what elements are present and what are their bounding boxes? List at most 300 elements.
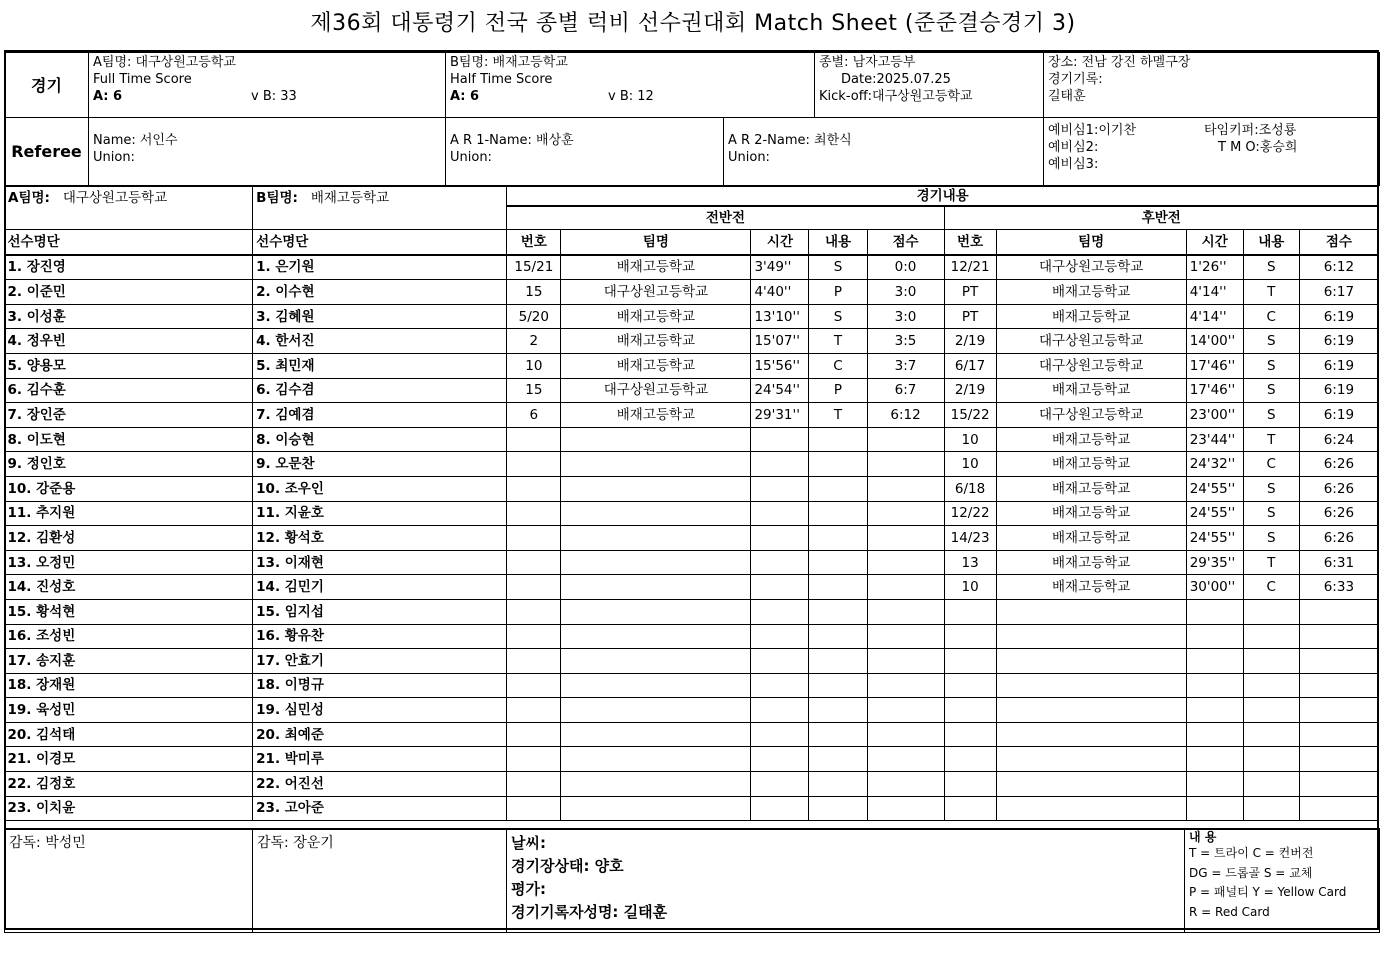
second-half-event-score <box>1299 796 1378 821</box>
first-half-event-number <box>507 550 561 575</box>
team-a-player: 17. 송지훈 <box>5 649 253 674</box>
first-half-event-team <box>561 772 751 797</box>
first-half-event-team <box>561 427 751 452</box>
team-a-player: 21. 이경모 <box>5 747 253 772</box>
second-half-event-number: 15/22 <box>944 403 996 428</box>
first-half-event-number <box>507 747 561 772</box>
second-half-event-number <box>944 747 996 772</box>
first-half-event-time <box>751 501 809 526</box>
second-half-event-team <box>996 599 1186 624</box>
date-line: Date:2025.07.25 <box>841 72 951 87</box>
second-half-event-type: T <box>1243 280 1299 305</box>
team-b-player: 20. 최예준 <box>253 722 507 747</box>
team-b-player: 4. 한서진 <box>253 329 507 354</box>
first-half-event-number <box>507 673 561 698</box>
first-half-event-team: 대구상원고등학교 <box>561 280 751 305</box>
team-a-player: 7. 장인준 <box>5 403 253 428</box>
reserve-1: 예비심1:이기찬 <box>1048 123 1136 138</box>
first-half-event-type <box>809 452 867 477</box>
second-half-event-score <box>1299 673 1378 698</box>
second-half-event-score: 6:17 <box>1299 280 1378 305</box>
first-half-event-score <box>867 649 944 674</box>
second-half-event-number <box>944 649 996 674</box>
first-half-col-header: 번호 <box>507 230 561 255</box>
second-half-event-type: C <box>1243 452 1299 477</box>
second-half-event-number: 6/18 <box>944 476 996 501</box>
second-half-event-team: 배재고등학교 <box>996 526 1186 551</box>
second-half-event-time: 24'55'' <box>1186 501 1243 526</box>
first-half-event-team <box>561 599 751 624</box>
first-half-event-team <box>561 796 751 821</box>
first-half-event-team: 배재고등학교 <box>561 255 751 280</box>
second-half-event-number: 13 <box>944 550 996 575</box>
second-half-event-number <box>944 796 996 821</box>
second-half-event-team: 배재고등학교 <box>996 378 1186 403</box>
second-half-event-score: 6:19 <box>1299 378 1378 403</box>
second-half-event-time <box>1186 624 1243 649</box>
second-half-event-time: 29'35'' <box>1186 550 1243 575</box>
first-half-event-number <box>507 649 561 674</box>
first-half-event-number <box>507 526 561 551</box>
team-b-player: 5. 최민재 <box>253 353 507 378</box>
first-half-event-team <box>561 452 751 477</box>
second-half-event-score <box>1299 747 1378 772</box>
first-half-event-team <box>561 476 751 501</box>
first-half-event-time <box>751 796 809 821</box>
second-half-event-number <box>944 624 996 649</box>
team-b-player: 6. 김수겸 <box>253 378 507 403</box>
second-half-event-type: S <box>1243 526 1299 551</box>
second-half-event-time: 1'26'' <box>1186 255 1243 280</box>
first-half-event-type <box>809 476 867 501</box>
second-half-event-team: 배재고등학교 <box>996 476 1186 501</box>
first-half-event-type <box>809 624 867 649</box>
first-half-event-time <box>751 427 809 452</box>
legend-item: P = 패널티 Y = Yellow Card <box>1189 885 1347 899</box>
roster-events-table <box>4 186 1379 821</box>
first-half-event-time <box>751 550 809 575</box>
coach-b: 감독: 장운기 <box>253 829 507 933</box>
table-row <box>5 353 1379 378</box>
first-half-event-type <box>809 698 867 723</box>
table-row <box>5 747 1379 772</box>
recorder-name: 길태훈 <box>1048 89 1086 104</box>
second-half-event-score <box>1299 772 1378 797</box>
team-b-player: 22. 어진선 <box>253 772 507 797</box>
second-half-event-time <box>1186 796 1243 821</box>
second-half-event-time <box>1186 599 1243 624</box>
second-half-event-score <box>1299 624 1378 649</box>
first-half-event-number <box>507 501 561 526</box>
first-half-event-type <box>809 649 867 674</box>
first-half-event-time <box>751 526 809 551</box>
kickoff-line: Kick-off:대구상원고등학교 <box>819 89 973 104</box>
first-half-event-team <box>561 698 751 723</box>
referee-union: Union: <box>93 150 135 165</box>
team-b-player: 8. 이승현 <box>253 427 507 452</box>
referee-name: Name: 서인수 <box>93 133 178 148</box>
second-half-event-team <box>996 772 1186 797</box>
first-half-title: 전반전 <box>507 206 944 230</box>
first-half-event-time <box>751 747 809 772</box>
second-half-event-team <box>996 624 1186 649</box>
first-half-event-team <box>561 526 751 551</box>
second-half-event-time: 24'32'' <box>1186 452 1243 477</box>
team-a-player: 18. 장재원 <box>5 673 253 698</box>
table-row <box>5 280 1379 305</box>
second-half-event-time <box>1186 698 1243 723</box>
second-half-event-type: C <box>1243 304 1299 329</box>
first-half-event-score <box>867 599 944 624</box>
second-half-event-type <box>1243 599 1299 624</box>
recorder-label: 경기기록: <box>1048 72 1103 87</box>
second-half-event-time: 23'44'' <box>1186 427 1243 452</box>
second-half-event-score <box>1299 698 1378 723</box>
first-half-event-type: P <box>809 378 867 403</box>
table-row <box>5 255 1379 280</box>
first-half-event-time <box>751 649 809 674</box>
second-half-event-team: 대구상원고등학교 <box>996 403 1186 428</box>
second-half-col-header: 시간 <box>1186 230 1243 255</box>
first-half-event-team <box>561 624 751 649</box>
first-half-event-score <box>867 452 944 477</box>
first-half-event-score <box>867 772 944 797</box>
second-half-event-number: 10 <box>944 427 996 452</box>
first-half-event-number: 10 <box>507 353 561 378</box>
first-half-event-type <box>809 599 867 624</box>
first-half-event-time <box>751 599 809 624</box>
first-half-col-header: 팀명 <box>561 230 751 255</box>
team-b-info <box>446 53 815 118</box>
team-a-player: 22. 김정호 <box>5 772 253 797</box>
weather-label: 날씨: <box>511 834 546 852</box>
referee-table <box>4 117 1380 186</box>
team-a-player: 13. 오정민 <box>5 550 253 575</box>
referee-info <box>89 118 446 186</box>
game-label: 경기 <box>5 53 89 118</box>
first-half-event-score <box>867 796 944 821</box>
second-half-event-type: T <box>1243 550 1299 575</box>
coach-a: 감독: 박성민 <box>5 829 253 933</box>
second-half-event-number <box>944 698 996 723</box>
table-row <box>5 329 1379 354</box>
second-half-event-time <box>1186 772 1243 797</box>
second-half-event-type <box>1243 772 1299 797</box>
first-half-event-score <box>867 501 944 526</box>
second-half-col-header: 내용 <box>1243 230 1299 255</box>
second-half-event-number <box>944 673 996 698</box>
team-b-player: 3. 김혜원 <box>253 304 507 329</box>
first-half-event-time: 15'56'' <box>751 353 809 378</box>
events-title: 경기내용 <box>507 187 1379 207</box>
second-half-event-time <box>1186 673 1243 698</box>
first-half-event-team <box>561 575 751 600</box>
table-row <box>5 476 1379 501</box>
first-half-event-team <box>561 747 751 772</box>
first-half-event-type: C <box>809 353 867 378</box>
first-half-event-type <box>809 526 867 551</box>
first-half-event-type: T <box>809 403 867 428</box>
first-half-event-time <box>751 673 809 698</box>
second-half-event-type <box>1243 624 1299 649</box>
ar1-name: A R 1-Name: 배상훈 <box>450 133 574 148</box>
team-a-player: 23. 이치윤 <box>5 796 253 821</box>
team-b-player: 1. 은기원 <box>253 255 507 280</box>
first-half-event-time <box>751 772 809 797</box>
match-notes <box>507 829 1185 933</box>
second-half-event-time: 4'14'' <box>1186 280 1243 305</box>
team-a-player: 15. 황석현 <box>5 599 253 624</box>
team-b-player: 16. 황유찬 <box>253 624 507 649</box>
first-half-event-time: 3'49'' <box>751 255 809 280</box>
first-half-event-team: 배재고등학교 <box>561 353 751 378</box>
team-a-player: 6. 김수훈 <box>5 378 253 403</box>
first-half-event-score <box>867 624 944 649</box>
first-half-event-score <box>867 427 944 452</box>
footer-table <box>4 828 1380 933</box>
first-half-event-time: 29'31'' <box>751 403 809 428</box>
first-half-event-score: 3:0 <box>867 280 944 305</box>
team-b-player: 13. 이재현 <box>253 550 507 575</box>
table-row <box>5 649 1379 674</box>
team-b-player: 18. 이명규 <box>253 673 507 698</box>
first-half-event-type <box>809 747 867 772</box>
team-b-player: 19. 심민성 <box>253 698 507 723</box>
table-row <box>5 378 1379 403</box>
second-half-event-number: PT <box>944 280 996 305</box>
team-a-player: 19. 육성민 <box>5 698 253 723</box>
first-half-event-type <box>809 575 867 600</box>
second-half-event-team: 대구상원고등학교 <box>996 255 1186 280</box>
legend-box <box>1185 829 1380 933</box>
team-b-player: 2. 이수현 <box>253 280 507 305</box>
second-half-event-score: 6:26 <box>1299 452 1378 477</box>
second-half-event-team: 배재고등학교 <box>996 452 1186 477</box>
roster-a-header: 선수명단 <box>5 230 253 255</box>
half-score-a: A: 6 <box>450 89 480 104</box>
team-b-player: 12. 황석호 <box>253 526 507 551</box>
evaluation-label: 평가: <box>511 880 546 898</box>
second-half-event-score: 6:31 <box>1299 550 1378 575</box>
first-half-event-number: 5/20 <box>507 304 561 329</box>
second-half-event-type: S <box>1243 501 1299 526</box>
second-half-event-time: 24'55'' <box>1186 526 1243 551</box>
table-row <box>5 403 1379 428</box>
first-half-event-score <box>867 722 944 747</box>
first-half-event-score: 3:0 <box>867 304 944 329</box>
second-half-col-header: 팀명 <box>996 230 1186 255</box>
second-half-event-team <box>996 649 1186 674</box>
table-row <box>5 501 1379 526</box>
second-half-event-time: 4'14'' <box>1186 304 1243 329</box>
half-score-b: v B: 12 <box>608 89 654 104</box>
first-half-event-team <box>561 501 751 526</box>
first-half-event-type <box>809 772 867 797</box>
second-half-event-number: PT <box>944 304 996 329</box>
second-half-event-time: 14'00'' <box>1186 329 1243 354</box>
category-info <box>815 53 1044 118</box>
team-a-player: 11. 추지원 <box>5 501 253 526</box>
tmo: T M O:홍승희 <box>1218 140 1298 155</box>
second-half-event-score: 6:24 <box>1299 427 1378 452</box>
team-a-player: 14. 진성호 <box>5 575 253 600</box>
second-half-title: 후반전 <box>944 206 1378 230</box>
first-half-event-number: 2 <box>507 329 561 354</box>
first-half-event-score <box>867 526 944 551</box>
first-half-event-time <box>751 452 809 477</box>
table-row <box>5 304 1379 329</box>
team-b-line: B팀명: 배재고등학교 <box>450 55 568 70</box>
table-row <box>5 452 1379 477</box>
second-half-event-score: 6:19 <box>1299 353 1378 378</box>
first-half-event-time <box>751 575 809 600</box>
second-half-event-number: 2/19 <box>944 329 996 354</box>
second-half-event-type: S <box>1243 329 1299 354</box>
table-row <box>5 599 1379 624</box>
first-half-event-number <box>507 575 561 600</box>
table-row <box>5 427 1379 452</box>
first-half-event-number <box>507 722 561 747</box>
team-b-name: 배재고등학교 <box>310 190 390 206</box>
first-half-col-header: 시간 <box>751 230 809 255</box>
second-half-event-score: 6:19 <box>1299 304 1378 329</box>
second-half-event-number: 2/19 <box>944 378 996 403</box>
team-b-player: 17. 안효기 <box>253 649 507 674</box>
second-half-event-team: 대구상원고등학교 <box>996 329 1186 354</box>
first-half-event-number <box>507 796 561 821</box>
second-half-event-type <box>1243 722 1299 747</box>
team-a-player: 5. 양용모 <box>5 353 253 378</box>
full-score-b: v B: 33 <box>251 89 297 104</box>
team-a-info <box>89 53 446 118</box>
second-half-event-time: 17'46'' <box>1186 378 1243 403</box>
second-half-event-type: S <box>1243 403 1299 428</box>
legend-title: 내 용 <box>1189 830 1217 844</box>
table-row <box>5 673 1379 698</box>
team-a-line: A팀명: 대구상원고등학교 <box>93 55 236 70</box>
first-half-event-type <box>809 722 867 747</box>
second-half-event-score <box>1299 649 1378 674</box>
first-half-event-time <box>751 476 809 501</box>
first-half-event-number: 6 <box>507 403 561 428</box>
team-b-player: 7. 김예겸 <box>253 403 507 428</box>
second-half-event-number: 12/22 <box>944 501 996 526</box>
first-half-event-time <box>751 624 809 649</box>
second-half-col-header: 점수 <box>1299 230 1378 255</box>
second-half-event-type <box>1243 747 1299 772</box>
second-half-event-type: S <box>1243 353 1299 378</box>
team-a-player: 3. 이성훈 <box>5 304 253 329</box>
first-half-event-type: P <box>809 280 867 305</box>
second-half-event-time: 17'46'' <box>1186 353 1243 378</box>
team-a-player: 16. 조성빈 <box>5 624 253 649</box>
team-a-label: A팀명: <box>8 190 50 206</box>
second-half-event-team: 배재고등학교 <box>996 304 1186 329</box>
first-half-col-header: 내용 <box>809 230 867 255</box>
second-half-event-score: 6:26 <box>1299 476 1378 501</box>
second-half-event-score: 6:19 <box>1299 329 1378 354</box>
first-half-event-team: 대구상원고등학교 <box>561 378 751 403</box>
team-b-player: 10. 조우인 <box>253 476 507 501</box>
half-time-label: Half Time Score <box>450 72 553 87</box>
team-a-player: 4. 정우빈 <box>5 329 253 354</box>
second-half-event-number: 6/17 <box>944 353 996 378</box>
second-half-event-number <box>944 772 996 797</box>
first-half-event-number: 15 <box>507 280 561 305</box>
ar2-union: Union: <box>728 150 770 165</box>
second-half-event-score <box>1299 599 1378 624</box>
team-a-name: 대구상원고등학교 <box>62 190 168 206</box>
second-half-event-type: S <box>1243 476 1299 501</box>
table-row <box>5 796 1379 821</box>
first-half-event-time: 4'40'' <box>751 280 809 305</box>
table-row <box>5 698 1379 723</box>
first-half-event-number: 15 <box>507 378 561 403</box>
team-a-player: 20. 김석태 <box>5 722 253 747</box>
second-half-event-type: C <box>1243 575 1299 600</box>
field-status: 경기장상태: 양호 <box>511 857 624 875</box>
first-half-event-number <box>507 599 561 624</box>
second-half-event-type: S <box>1243 378 1299 403</box>
team-a-player: 12. 김환성 <box>5 526 253 551</box>
full-score-a: A: 6 <box>93 89 123 104</box>
first-half-event-score <box>867 747 944 772</box>
first-half-event-number <box>507 452 561 477</box>
team-b-player: 11. 지윤호 <box>253 501 507 526</box>
first-half-event-team <box>561 649 751 674</box>
second-half-event-number: 12/21 <box>944 255 996 280</box>
first-half-event-score: 3:7 <box>867 353 944 378</box>
reserve-officials <box>1044 118 1380 186</box>
first-half-event-score <box>867 575 944 600</box>
team-a-heading <box>5 187 253 230</box>
table-row <box>5 624 1379 649</box>
venue-info <box>1044 53 1380 118</box>
first-half-event-type: S <box>809 304 867 329</box>
second-half-event-team: 대구상원고등학교 <box>996 353 1186 378</box>
second-half-event-type <box>1243 796 1299 821</box>
second-half-event-type <box>1243 698 1299 723</box>
first-half-event-type <box>809 501 867 526</box>
second-half-event-team: 배재고등학교 <box>996 280 1186 305</box>
team-b-label: B팀명: <box>256 190 298 206</box>
second-half-event-type: S <box>1243 255 1299 280</box>
first-half-event-score: 6:12 <box>867 403 944 428</box>
second-half-event-time: 23'00'' <box>1186 403 1243 428</box>
second-half-event-time <box>1186 722 1243 747</box>
first-half-event-type: T <box>809 329 867 354</box>
first-half-event-team <box>561 673 751 698</box>
first-half-event-score: 3:5 <box>867 329 944 354</box>
table-row <box>5 772 1379 797</box>
match-info-table <box>4 52 1380 118</box>
first-half-col-header: 점수 <box>867 230 944 255</box>
second-half-event-number: 10 <box>944 452 996 477</box>
second-half-event-team: 배재고등학교 <box>996 427 1186 452</box>
timekeeper: 타임키퍼:조성룡 <box>1204 123 1297 138</box>
first-half-event-number <box>507 624 561 649</box>
venue-line: 장소: 전남 강진 하멜구장 <box>1048 55 1191 70</box>
ar2-info <box>724 118 1044 186</box>
first-half-event-team <box>561 722 751 747</box>
second-half-event-score: 6:33 <box>1299 575 1378 600</box>
second-half-event-team <box>996 747 1186 772</box>
first-half-event-type <box>809 427 867 452</box>
page-title: 제36회 대통령기 전국 종별 럭비 선수권대회 Match Sheet (준준결승경기 3) <box>310 11 1076 36</box>
second-half-event-number <box>944 722 996 747</box>
second-half-event-score: 6:26 <box>1299 501 1378 526</box>
first-half-event-type <box>809 673 867 698</box>
